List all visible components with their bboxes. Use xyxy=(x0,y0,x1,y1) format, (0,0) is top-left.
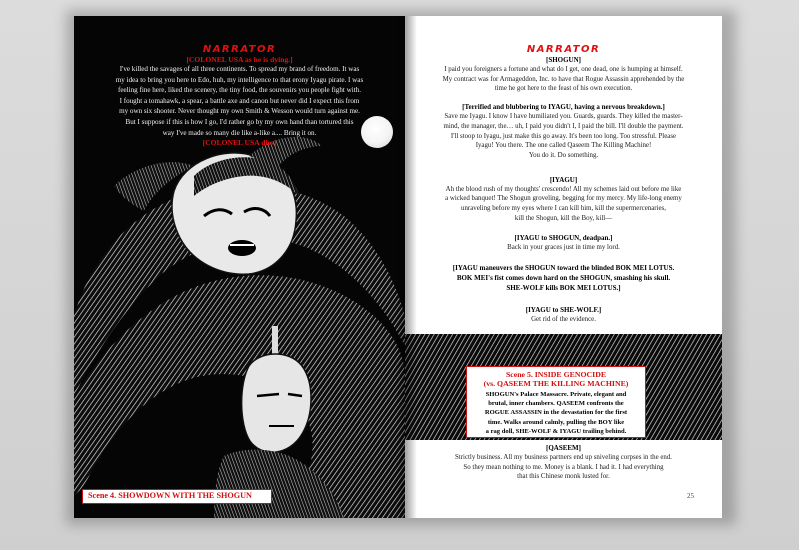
scene-5-line: a rag doll, SHE-WOLF & IYAGU trailing behind. xyxy=(485,427,627,435)
scene-5-line: brutal, inner chambers. QASEEM confronts the xyxy=(488,400,624,408)
left-text-block xyxy=(78,44,401,147)
stage-direction: [IYAGU maneuvers the SHOGUN toward the blinded BOK MEI LOTUS. xyxy=(452,264,675,273)
monologue-line: way I've made so many die like a-like a.... Bring it on. xyxy=(162,128,317,137)
scene-5-box xyxy=(466,366,646,438)
dialogue-line: My contract was for Armageddon, Inc. to have that Rogue Assassin apprehended by the xyxy=(442,75,685,83)
dialogue-line: Strictly business. All my business partners end up sniveling corpses in the end. xyxy=(454,454,673,461)
scene-5-line: SHOGUN's Palace Massacre. Private, elegant and xyxy=(485,391,627,398)
monologue-line: But I suppose if this is how I go, I'd rather go by my own hand than tortured this xyxy=(125,117,354,126)
right-text-block xyxy=(405,16,722,325)
stage-direction: [COLONEL USA dies] xyxy=(202,138,277,148)
stage-direction: [COLONEL USA as he is dying.] xyxy=(186,55,293,64)
stage-direction: [IYAGU to SHOGUN, deadpan.] xyxy=(514,234,613,243)
scene-5-line: time. Walks around calmly, pulling the BOY like xyxy=(487,418,625,426)
monologue-line: my own six shooter. Never thought my own Smith & Wesson would turn against me. xyxy=(119,107,360,116)
right-page xyxy=(405,16,722,518)
dialogue-line: unraveling before my eyes where I can kill him, kill the supermercenaries, xyxy=(461,205,666,213)
dialogue-line: You do it. Do something. xyxy=(528,151,599,159)
qaseem-block xyxy=(405,443,722,482)
dialogue-line: Save me Iyagu. I know I have humiliated you. Guards, guards. They killed the master- xyxy=(444,113,683,121)
narrator-heading: NARRATOR xyxy=(526,44,601,55)
dialogue-line: a wicked banquet! The Shogun groveling, begging for my mercy. My life-long enemy xyxy=(445,195,682,203)
stage-direction: BOK MEI's fist comes down hard on the SHOGUN, smashing his skull. xyxy=(456,274,671,283)
left-page xyxy=(74,16,405,518)
dialogue-line: I'll stoop to Iyagu, just make this go away. It's been too long. Too stressful. Please xyxy=(450,132,677,140)
scene-5-description xyxy=(472,390,640,436)
scene-5-subtitle: (vs. QASEEM THE KILLING MACHINE) xyxy=(483,379,629,388)
dialogue-line: I paid you foreigners a fortune and what do I get, one dead, one is humping at himself. xyxy=(444,66,683,73)
dialogue-line: that this Chinese monk lusted for. xyxy=(517,473,610,481)
dialogue-line: time he got here to the feast of his own execution. xyxy=(494,85,633,93)
stage-direction: [Terrified and blubbering to IYAGU, having a nervous breakdown.] xyxy=(462,103,665,112)
monologue-line: my idea to bring you here to Edo, huh, my intelligence to that erony Iyagu pirate. I was xyxy=(115,75,364,84)
page-number: 25 xyxy=(687,492,694,500)
speaker-qaseem: [QASEEM] xyxy=(546,444,581,452)
narrator-heading: NARRATOR xyxy=(202,44,277,55)
monologue-line: I've killed the savages of all three continents. To spread my brand of freedom. It was xyxy=(119,65,360,73)
speaker-shogun: [SHOGUN] xyxy=(546,56,581,64)
dialogue-line: Ah the blood rush of my thoughts' crescendo! All my schemes laid out before me like xyxy=(445,185,682,193)
dialogue-line: kill the Shogun, kill the Boy, kill— xyxy=(514,214,613,222)
speaker-iyagu: [IYAGU] xyxy=(549,175,578,184)
scene-5-line: ROGUE ASSASSIN in the devastation for the first xyxy=(484,409,628,417)
monologue-line: feeling fine here, liked the scenery, the tiny food, the souvenirs you people fight with. xyxy=(117,86,362,95)
scene-4-label: Scene 4. SHOWDOWN WITH THE SHOGUN xyxy=(82,489,272,504)
scene-5-title: Scene 5. INSIDE GENOCIDE xyxy=(505,370,607,379)
dialogue-line: mind, the manager, the… uh, I paid you didn't I, I paid the bill. I'll double the payment. xyxy=(443,122,684,130)
dialogue-line: Iyagu! You there. The one called Qaseem The Killing Machine! xyxy=(475,142,652,150)
monologue-line: I fought a tomahawk, a spear, a battle axe and canon but never did I expect this from xyxy=(119,96,360,105)
dialogue-line: Get rid of the evidence. xyxy=(531,316,596,324)
stage-direction: [IYAGU to SHE-WOLF.] xyxy=(525,306,602,315)
dialogue-line: So they mean nothing to me. Money is a blank. I had it. I had everything xyxy=(463,463,664,471)
stage-direction: SHE-WOLF kills BOK MEI LOTUS.] xyxy=(506,284,621,293)
dialogue-line: Back in your graces just in time my lord. xyxy=(507,244,620,252)
